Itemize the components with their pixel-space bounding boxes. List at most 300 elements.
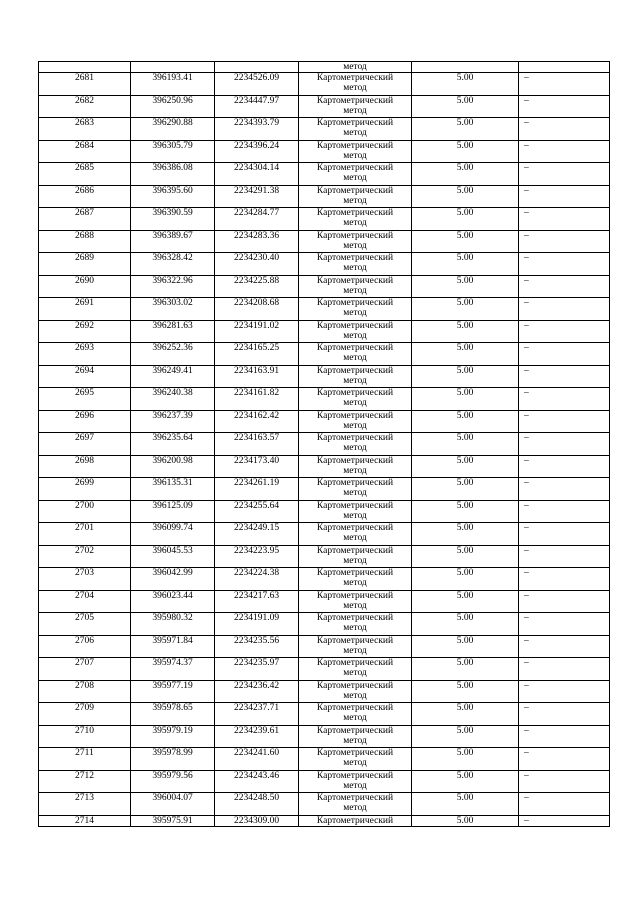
method-cell xyxy=(299,320,412,343)
table-row xyxy=(39,388,610,411)
method-cell xyxy=(299,433,412,456)
precision-cell: 5.00 xyxy=(412,635,519,658)
precision-cell: 5.00 xyxy=(412,478,519,501)
y-coordinate-cell: 2234237.71 xyxy=(215,703,299,726)
method-line-2: метод xyxy=(343,780,367,791)
method-line-1: Картометрический xyxy=(316,95,394,106)
point-number-cell: 2695 xyxy=(39,388,131,411)
method-line-1: Картометрический xyxy=(316,770,394,781)
method-line-2: метод xyxy=(343,443,367,453)
precision-cell: 5.00 xyxy=(412,185,519,208)
table-row xyxy=(39,635,610,658)
x-coordinate-cell: 395977.19 xyxy=(131,680,215,703)
note-cell: – xyxy=(519,95,610,118)
method-line-2: метод xyxy=(343,488,367,498)
x-coordinate-cell: 396023.44 xyxy=(131,590,215,613)
y-coordinate-cell: 2234255.64 xyxy=(215,500,299,523)
note-cell: – xyxy=(519,208,610,231)
point-number-cell: 2682 xyxy=(39,95,131,118)
point-number-cell: 2707 xyxy=(39,658,131,681)
precision-cell xyxy=(412,62,519,73)
x-coordinate-cell: 395980.32 xyxy=(131,613,215,636)
precision-cell: 5.00 xyxy=(412,433,519,456)
precision-cell: 5.00 xyxy=(412,388,519,411)
note-cell: – xyxy=(519,140,610,163)
x-coordinate-cell: 395978.99 xyxy=(131,748,215,771)
x-coordinate-cell: 395974.37 xyxy=(131,658,215,681)
method-line-2: метод xyxy=(343,353,367,363)
method-line-2: метод xyxy=(343,420,367,431)
y-coordinate-cell: 2234191.02 xyxy=(215,320,299,343)
method-line-2: метод xyxy=(343,240,367,251)
method-line-2: метод xyxy=(343,510,367,521)
method-cell xyxy=(299,478,412,501)
precision-cell: 5.00 xyxy=(412,73,519,96)
point-number-cell: 2711 xyxy=(39,748,131,771)
method-line-1: Картометрический xyxy=(316,140,394,151)
x-coordinate-cell: 396240.38 xyxy=(131,388,215,411)
method-line-1: Картометрический xyxy=(316,568,394,578)
method-line-1: Картометрический xyxy=(316,275,394,286)
method-line-1: Картометрический xyxy=(316,500,394,511)
method-line-1: Картометрический xyxy=(316,455,394,466)
x-coordinate-cell: 396237.39 xyxy=(131,410,215,433)
point-number-cell: 2689 xyxy=(39,253,131,276)
method-line-2: метод xyxy=(343,398,367,408)
method-line-1: Картометрический xyxy=(316,748,394,758)
table-row xyxy=(39,208,610,231)
y-coordinate-cell: 2234173.40 xyxy=(215,455,299,478)
method-line-1: Картометрический xyxy=(316,815,394,826)
table-row xyxy=(39,433,610,456)
method-line-2: метод xyxy=(343,128,367,138)
method-cell xyxy=(299,118,412,141)
x-coordinate-cell: 396389.67 xyxy=(131,230,215,253)
point-number-cell: 2692 xyxy=(39,320,131,343)
x-coordinate-cell: 396252.36 xyxy=(131,343,215,366)
point-number-cell: 2687 xyxy=(39,208,131,231)
point-number-cell: 2710 xyxy=(39,725,131,748)
precision-cell: 5.00 xyxy=(412,725,519,748)
method-line-1: Картометрический xyxy=(316,433,394,443)
note-cell: – xyxy=(519,658,610,681)
note-cell: – xyxy=(519,73,610,96)
precision-cell: 5.00 xyxy=(412,815,519,826)
method-line-1: Картометрический xyxy=(316,163,394,173)
table-row xyxy=(39,230,610,253)
y-coordinate-cell: 2234217.63 xyxy=(215,590,299,613)
method-line-2: метод xyxy=(343,690,367,701)
precision-cell: 5.00 xyxy=(412,95,519,118)
y-coordinate-cell: 2234162.42 xyxy=(215,410,299,433)
x-coordinate-cell: 396281.63 xyxy=(131,320,215,343)
x-coordinate-cell: 396303.02 xyxy=(131,298,215,321)
note-cell: – xyxy=(519,500,610,523)
note-cell: – xyxy=(519,253,610,276)
method-cell xyxy=(299,500,412,523)
point-number-cell: 2706 xyxy=(39,635,131,658)
method-line-2: метод xyxy=(343,533,367,543)
point-number-cell xyxy=(39,62,131,73)
method-cell xyxy=(299,298,412,321)
y-coordinate-cell: 2234284.77 xyxy=(215,208,299,231)
method-line-1: Картометрический xyxy=(316,388,394,398)
precision-cell: 5.00 xyxy=(412,590,519,613)
method-cell xyxy=(299,590,412,613)
note-cell: – xyxy=(519,635,610,658)
x-coordinate-cell: 396305.79 xyxy=(131,140,215,163)
x-coordinate-cell: 396250.96 xyxy=(131,95,215,118)
point-number-cell: 2701 xyxy=(39,523,131,546)
point-number-cell: 2705 xyxy=(39,613,131,636)
precision-cell: 5.00 xyxy=(412,298,519,321)
table-row xyxy=(39,815,610,826)
note-cell: – xyxy=(519,343,610,366)
method-line-2: метод xyxy=(343,285,367,296)
method-cell xyxy=(299,703,412,726)
method-cell xyxy=(299,343,412,366)
y-coordinate-cell: 2234526.09 xyxy=(215,73,299,96)
x-coordinate-cell: 396135.31 xyxy=(131,478,215,501)
method-line-1: Картометрический xyxy=(316,523,394,533)
method-line-1: Картометрический xyxy=(316,365,394,376)
note-cell: – xyxy=(519,725,610,748)
y-coordinate-cell: 2234165.25 xyxy=(215,343,299,366)
method-line-1: Картометрический xyxy=(316,545,394,556)
point-number-cell: 2688 xyxy=(39,230,131,253)
y-coordinate-cell: 2234248.50 xyxy=(215,793,299,816)
y-coordinate-cell: 2234163.57 xyxy=(215,433,299,456)
method-line-1: Картометрический xyxy=(316,410,394,421)
table-row xyxy=(39,163,610,186)
x-coordinate-cell: 395975.91 xyxy=(131,815,215,826)
point-number-cell: 2684 xyxy=(39,140,131,163)
precision-cell: 5.00 xyxy=(412,208,519,231)
note-cell: – xyxy=(519,118,610,141)
point-number-cell: 2709 xyxy=(39,703,131,726)
note-cell: – xyxy=(519,568,610,591)
method-line-2: метод xyxy=(343,105,367,116)
x-coordinate-cell: 396004.07 xyxy=(131,793,215,816)
precision-cell: 5.00 xyxy=(412,140,519,163)
point-number-cell: 2681 xyxy=(39,73,131,96)
y-coordinate-cell: 2234261.19 xyxy=(215,478,299,501)
method-line-1: Картометрический xyxy=(316,635,394,646)
x-coordinate-cell: 396045.53 xyxy=(131,545,215,568)
precision-cell: 5.00 xyxy=(412,770,519,793)
method-line-1: Картометрический xyxy=(316,230,394,241)
method-cell xyxy=(299,725,412,748)
x-coordinate-cell: 396322.96 xyxy=(131,275,215,298)
precision-cell: 5.00 xyxy=(412,320,519,343)
y-coordinate-cell: 2234291.38 xyxy=(215,185,299,208)
note-cell: – xyxy=(519,815,610,826)
y-coordinate-cell: 2234241.60 xyxy=(215,748,299,771)
note-cell xyxy=(519,62,610,73)
note-cell: – xyxy=(519,545,610,568)
x-coordinate-cell: 396249.41 xyxy=(131,365,215,388)
method-line-1: Картометрический xyxy=(316,298,394,308)
precision-cell: 5.00 xyxy=(412,703,519,726)
method-line-1: Картометрический xyxy=(316,208,394,218)
note-cell: – xyxy=(519,185,610,208)
coordinates-table xyxy=(38,61,610,827)
method-line-1: Картометрический xyxy=(316,703,394,713)
table-row xyxy=(39,343,610,366)
point-number-cell: 2712 xyxy=(39,770,131,793)
method-line-1: Картометрический xyxy=(316,73,394,83)
x-coordinate-cell: 396386.08 xyxy=(131,163,215,186)
method-cell xyxy=(299,73,412,96)
y-coordinate-cell: 2234163.91 xyxy=(215,365,299,388)
method-line-2: метод xyxy=(343,308,367,318)
method-line-2: метод xyxy=(343,465,367,476)
method-line-1: Картометрический xyxy=(316,680,394,691)
x-coordinate-cell: 396125.09 xyxy=(131,500,215,523)
method-line-2: метод xyxy=(343,173,367,183)
precision-cell: 5.00 xyxy=(412,230,519,253)
precision-cell: 5.00 xyxy=(412,568,519,591)
table-row xyxy=(39,118,610,141)
method-line-1: Картометрический xyxy=(316,253,394,263)
table-row xyxy=(39,500,610,523)
note-cell: – xyxy=(519,680,610,703)
y-coordinate-cell: 2234393.79 xyxy=(215,118,299,141)
y-coordinate-cell: 2234235.97 xyxy=(215,658,299,681)
method-cell xyxy=(299,208,412,231)
table-row xyxy=(39,523,610,546)
method-line-1: Картометрический xyxy=(316,343,394,353)
table-row xyxy=(39,253,610,276)
method-cell xyxy=(299,545,412,568)
method-cell xyxy=(299,635,412,658)
x-coordinate-cell: 395978.65 xyxy=(131,703,215,726)
x-coordinate-cell: 396193.41 xyxy=(131,73,215,96)
method-line-2: метод xyxy=(343,735,367,746)
note-cell: – xyxy=(519,703,610,726)
method-line-1: Картометрический xyxy=(316,118,394,128)
table-row xyxy=(39,275,610,298)
precision-cell: 5.00 xyxy=(412,343,519,366)
table-row xyxy=(39,185,610,208)
method-cell xyxy=(299,275,412,298)
x-coordinate-cell xyxy=(131,62,215,73)
method-line-2: метод xyxy=(343,263,367,273)
note-cell: – xyxy=(519,230,610,253)
point-number-cell: 2690 xyxy=(39,275,131,298)
method-cell xyxy=(299,793,412,816)
method-cell xyxy=(299,62,412,73)
point-number-cell: 2700 xyxy=(39,500,131,523)
table-row xyxy=(39,545,610,568)
table-row xyxy=(39,568,610,591)
point-number-cell: 2694 xyxy=(39,365,131,388)
x-coordinate-cell: 396328.42 xyxy=(131,253,215,276)
note-cell: – xyxy=(519,793,610,816)
table-row xyxy=(39,455,610,478)
method-line-2: метод xyxy=(343,330,367,341)
point-number-cell: 2686 xyxy=(39,185,131,208)
method-cell xyxy=(299,815,412,826)
method-cell xyxy=(299,95,412,118)
note-cell: – xyxy=(519,455,610,478)
precision-cell: 5.00 xyxy=(412,253,519,276)
method-line-1: Картометрический xyxy=(316,658,394,668)
x-coordinate-cell: 396235.64 xyxy=(131,433,215,456)
method-line-1: Картометрический xyxy=(316,793,394,803)
method-line-1: Картометрический xyxy=(316,590,394,601)
method-line-2: метод xyxy=(343,600,367,611)
note-cell: – xyxy=(519,590,610,613)
y-coordinate-cell: 2234249.15 xyxy=(215,523,299,546)
method-line-2: метод xyxy=(343,555,367,566)
method-cell xyxy=(299,523,412,546)
method-cell xyxy=(299,658,412,681)
y-coordinate-cell: 2234161.82 xyxy=(215,388,299,411)
method-cell xyxy=(299,748,412,771)
method-line-2: метод xyxy=(343,150,367,161)
table-row xyxy=(39,140,610,163)
point-number-cell: 2691 xyxy=(39,298,131,321)
y-coordinate-cell: 2234224.38 xyxy=(215,568,299,591)
point-number-cell: 2713 xyxy=(39,793,131,816)
method-cell xyxy=(299,140,412,163)
y-coordinate-cell: 2234208.68 xyxy=(215,298,299,321)
precision-cell: 5.00 xyxy=(412,410,519,433)
point-number-cell: 2697 xyxy=(39,433,131,456)
method-cell xyxy=(299,455,412,478)
y-coordinate-cell: 2234191.09 xyxy=(215,613,299,636)
precision-cell: 5.00 xyxy=(412,523,519,546)
method-line-1: Картометрический xyxy=(316,320,394,331)
method-line-2: метод xyxy=(343,62,367,72)
y-coordinate-cell: 2234236.42 xyxy=(215,680,299,703)
y-coordinate-cell: 2234230.40 xyxy=(215,253,299,276)
method-cell xyxy=(299,365,412,388)
x-coordinate-cell: 396099.74 xyxy=(131,523,215,546)
table-row xyxy=(39,73,610,96)
method-line-2: метод xyxy=(343,623,367,633)
method-cell xyxy=(299,230,412,253)
method-cell xyxy=(299,770,412,793)
precision-cell: 5.00 xyxy=(412,118,519,141)
table-row xyxy=(39,590,610,613)
note-cell: – xyxy=(519,433,610,456)
y-coordinate-cell xyxy=(215,62,299,73)
y-coordinate-cell: 2234243.46 xyxy=(215,770,299,793)
note-cell: – xyxy=(519,320,610,343)
method-line-1: Картометрический xyxy=(316,613,394,623)
point-number-cell: 2714 xyxy=(39,815,131,826)
method-line-1: Картометрический xyxy=(316,725,394,736)
precision-cell: 5.00 xyxy=(412,658,519,681)
method-line-2: метод xyxy=(343,218,367,228)
precision-cell: 5.00 xyxy=(412,680,519,703)
method-cell xyxy=(299,613,412,636)
table-row xyxy=(39,680,610,703)
table-row xyxy=(39,770,610,793)
x-coordinate-cell: 396390.59 xyxy=(131,208,215,231)
point-number-cell: 2704 xyxy=(39,590,131,613)
method-line-2: метод xyxy=(343,668,367,678)
y-coordinate-cell: 2234235.56 xyxy=(215,635,299,658)
method-line-2: метод xyxy=(343,83,367,93)
x-coordinate-cell: 396200.98 xyxy=(131,455,215,478)
note-cell: – xyxy=(519,365,610,388)
table-row xyxy=(39,62,610,73)
method-cell xyxy=(299,680,412,703)
y-coordinate-cell: 2234309.00 xyxy=(215,815,299,826)
precision-cell: 5.00 xyxy=(412,365,519,388)
note-cell: – xyxy=(519,275,610,298)
x-coordinate-cell: 395979.56 xyxy=(131,770,215,793)
table-row xyxy=(39,748,610,771)
point-number-cell: 2708 xyxy=(39,680,131,703)
method-cell xyxy=(299,163,412,186)
method-cell xyxy=(299,253,412,276)
y-coordinate-cell: 2234447.97 xyxy=(215,95,299,118)
note-cell: – xyxy=(519,613,610,636)
table-row xyxy=(39,320,610,343)
precision-cell: 5.00 xyxy=(412,455,519,478)
precision-cell: 5.00 xyxy=(412,748,519,771)
precision-cell: 5.00 xyxy=(412,163,519,186)
table-row xyxy=(39,478,610,501)
method-line-2: метод xyxy=(343,758,367,768)
note-cell: – xyxy=(519,523,610,546)
table-row xyxy=(39,298,610,321)
note-cell: – xyxy=(519,748,610,771)
point-number-cell: 2696 xyxy=(39,410,131,433)
note-cell: – xyxy=(519,298,610,321)
method-cell xyxy=(299,388,412,411)
y-coordinate-cell: 2234304.14 xyxy=(215,163,299,186)
x-coordinate-cell: 395979.19 xyxy=(131,725,215,748)
point-number-cell: 2702 xyxy=(39,545,131,568)
table-row xyxy=(39,725,610,748)
note-cell: – xyxy=(519,163,610,186)
point-number-cell: 2693 xyxy=(39,343,131,366)
note-cell: – xyxy=(519,410,610,433)
note-cell: – xyxy=(519,478,610,501)
table-row xyxy=(39,658,610,681)
table-row xyxy=(39,95,610,118)
y-coordinate-cell: 2234223.95 xyxy=(215,545,299,568)
note-cell: – xyxy=(519,388,610,411)
point-number-cell: 2699 xyxy=(39,478,131,501)
precision-cell: 5.00 xyxy=(412,545,519,568)
point-number-cell: 2698 xyxy=(39,455,131,478)
precision-cell: 5.00 xyxy=(412,275,519,298)
table-row xyxy=(39,613,610,636)
table-row xyxy=(39,410,610,433)
point-number-cell: 2703 xyxy=(39,568,131,591)
point-number-cell: 2683 xyxy=(39,118,131,141)
y-coordinate-cell: 2234396.24 xyxy=(215,140,299,163)
precision-cell: 5.00 xyxy=(412,793,519,816)
y-coordinate-cell: 2234239.61 xyxy=(215,725,299,748)
method-line-2: метод xyxy=(343,713,367,723)
method-line-2: метод xyxy=(343,578,367,588)
method-cell xyxy=(299,410,412,433)
precision-cell: 5.00 xyxy=(412,500,519,523)
x-coordinate-cell: 396042.99 xyxy=(131,568,215,591)
method-cell xyxy=(299,568,412,591)
method-line-2: метод xyxy=(343,375,367,386)
method-line-2: метод xyxy=(343,645,367,656)
point-number-cell: 2685 xyxy=(39,163,131,186)
table-row xyxy=(39,793,610,816)
